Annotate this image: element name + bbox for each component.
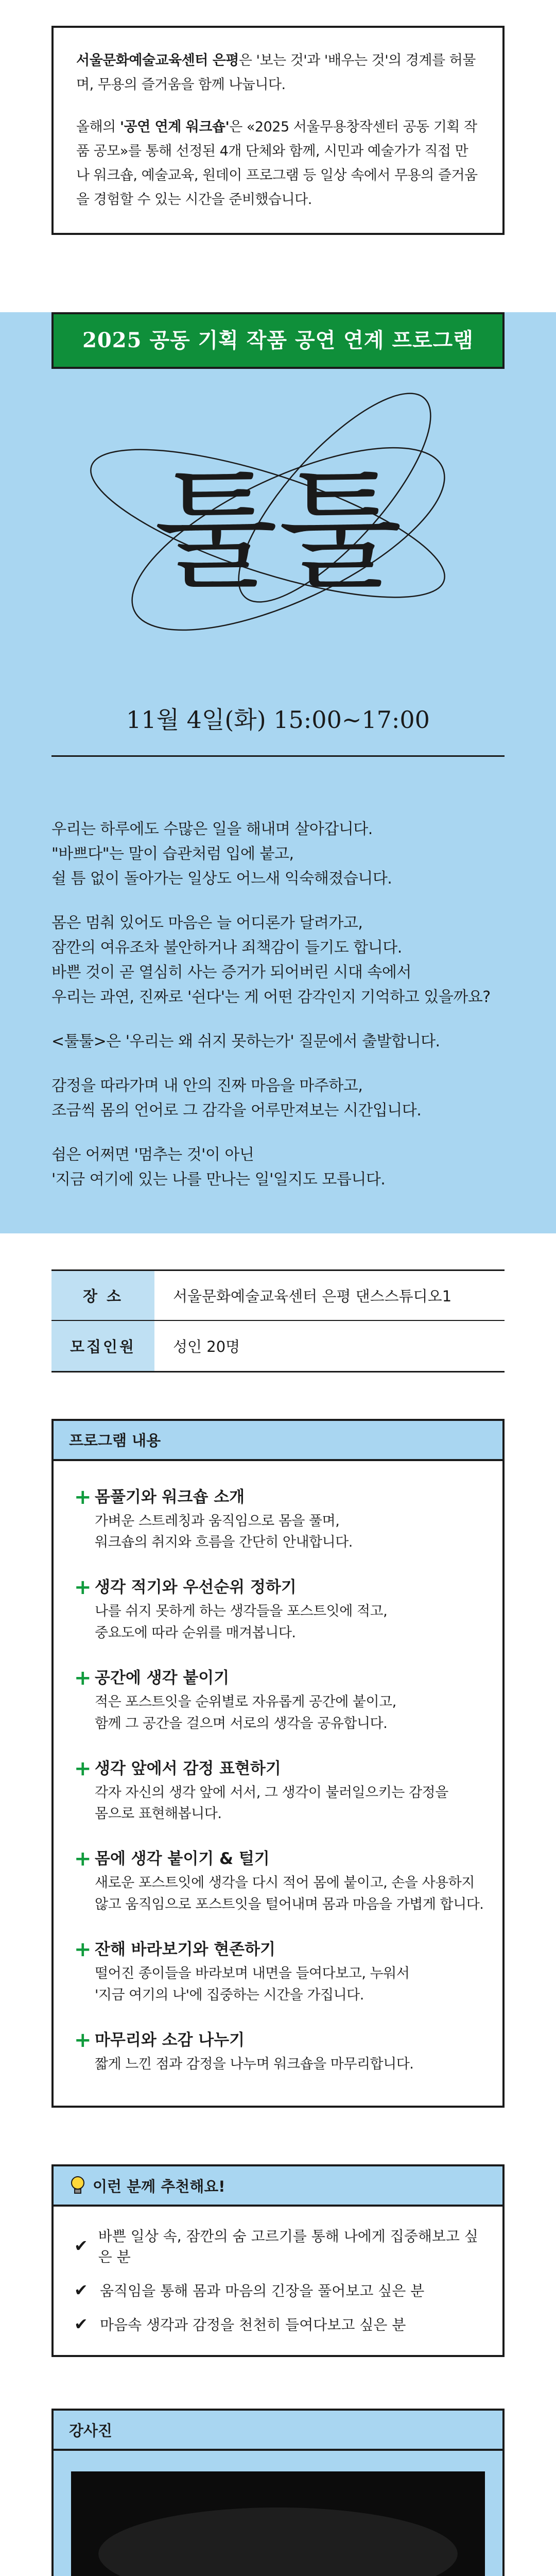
check-icon: ✔ [74, 2314, 88, 2334]
recommend-title: 이런 분께 추천해요! [93, 2177, 225, 2195]
title-artwork [0, 369, 556, 678]
plus-icon: + [74, 1666, 92, 1690]
hero-section [0, 312, 556, 807]
info-label: 모집인원 [51, 1321, 154, 1371]
workshop-name: '공연 연계 워크숍' [119, 118, 230, 135]
info-row-venue [51, 1269, 505, 1321]
description-paragraph: <툴툴>은 '우리는 왜 쉬지 못하는가' 질문에서 출발합니다. [51, 1032, 440, 1050]
program-item-desc: 짧게 느낀 점과 감정을 나누며 워크숍을 마무리합니다. [95, 2056, 414, 2072]
list-item [74, 1577, 484, 1644]
info-label: 장 소 [51, 1271, 154, 1320]
info-table [0, 1269, 556, 1372]
hero-title: 툴툴 [153, 455, 403, 605]
program-item-title: 마무리와 소감 나누기 [95, 2030, 245, 2049]
plus-icon: + [74, 2028, 92, 2052]
program-item-desc: 떨어진 종이들을 바라보며 내면을 들여다보고, 누워서 '지금 여기의 나'에 집중하는 시간을 가집니다. [95, 1965, 410, 2003]
list-item [74, 2030, 484, 2075]
description-paragraph: 감정을 따라가며 내 안의 진짜 마음을 마주하고, 조금씩 몸의 언어로 그 감각을 어루만져보는 시간입니다. [51, 1076, 422, 1120]
list-item [74, 1939, 484, 2006]
program-item-title: 몸풀기와 워크숍 소개 [95, 1487, 245, 1506]
program-banner: 2025 공동 기획 작품 공연 연계 프로그램 [51, 312, 505, 369]
intro-paragraph-2 [76, 115, 480, 212]
program-item-desc: 나를 쉬지 못하게 하는 생각들을 포스트잇에 적고, 중요도에 따라 순위를 매겨봅니다. [95, 1603, 388, 1641]
recommend-text: 마음속 생각과 감정을 천천히 들여다보고 싶은 분 [100, 2316, 406, 2334]
plus-icon: + [74, 1575, 92, 1600]
list-item [74, 1758, 484, 1825]
performance-photo [71, 2471, 485, 2576]
program-item-title: 생각 적기와 우선순위 정하기 [95, 1578, 297, 1597]
recommend-text: 바쁜 일상 속, 잠깐의 숨 고르기를 통해 나에게 집중해보고 싶은 분 [98, 2228, 478, 2266]
program-list [54, 1461, 502, 2106]
program-item-desc: 가벼운 스트레칭과 움직임으로 몸을 풀며, 워크숍의 취지와 흐름을 간단히 안내합니다. [95, 1513, 353, 1551]
description-paragraph: 몸은 멈춰 있어도 마음은 늘 어디론가 달려가고, 잠깐의 여유조차 불안하거나 죄책감이 들기도 합니다. 바쁜 것이 곧 열심히 사는 증거가 되어버린 시대 속에서 우리는 과연, 진짜로 '쉰다'는 게 어떤 감각인지 기억하고 있을까요? [51, 913, 491, 1006]
program-section [51, 1419, 505, 2108]
info-value: 서울문화예술교육센터 은평 댄스스튜디오1 [173, 1287, 452, 1305]
intro-text-2-pre: 올해의 [76, 118, 120, 135]
divider [51, 755, 505, 757]
info-row-capacity [51, 1321, 505, 1372]
program-item-title: 잔해 바라보기와 현존하기 [95, 1940, 275, 1959]
program-title: 프로그램 내용 [54, 1421, 502, 1461]
list-item [74, 2280, 484, 2300]
program-item-title: 생각 앞에서 감정 표현하기 [95, 1759, 281, 1778]
event-date: 11월 4일(화) 15:00~17:00 [126, 705, 430, 734]
plus-icon: + [74, 1485, 92, 1509]
intro-text-2: 은 «2025 서울무용창작센터 공동 기획 작품 공모»를 통해 선정된 4개 단체와 함께, 시민과 예술가가 직접 만나 워크숍, 예술교육, 원데이 프로그램 등 일상 속에서 무용의 즐거움을 경험할 수 있는 시간을 준비했습니다. [76, 118, 478, 208]
check-icon: ✔ [74, 2280, 88, 2300]
program-item-desc: 적은 포스트잇을 순위별로 자유롭게 공간에 붙이고, 함께 그 공간을 걸으며 서로의 생각을 공유합니다. [95, 1693, 396, 1732]
intro-paragraph-1 [76, 48, 480, 97]
list-item [74, 1849, 484, 1916]
check-icon: ✔ [74, 2236, 88, 2256]
list-item [74, 2314, 484, 2334]
lightbulb-icon [69, 2175, 86, 2196]
description-section [0, 807, 556, 1233]
intro-text-1: 은 '보는 것'과 '배우는 것'의 경계를 허물며, 무용의 즐거움을 함께 나눕니다. [76, 53, 476, 93]
recommend-text: 움직임을 통해 몸과 마음의 긴장을 풀어보고 싶은 분 [100, 2282, 425, 2300]
instructors-section [51, 2409, 505, 2576]
list-item [74, 2225, 484, 2266]
list-item [74, 1668, 484, 1735]
center-name: 서울문화예술교육센터 은평 [76, 53, 239, 69]
intro-box [51, 26, 505, 235]
description-paragraph: 쉼은 어쩌면 '멈추는 것'이 아닌 '지금 여기에 있는 나를 만나는 일'일지도 모릅니다. [51, 1145, 386, 1189]
plus-icon: + [74, 1937, 92, 1961]
recommend-list [54, 2207, 502, 2355]
photo-wrap [54, 2451, 502, 2576]
program-item-title: 공간에 생각 붙이기 [95, 1668, 230, 1687]
plus-icon: + [74, 1756, 92, 1781]
program-item-title: 몸에 생각 붙이기 & 털기 [95, 1850, 270, 1869]
program-item-desc: 새로운 포스트잇에 생각을 다시 적어 몸에 붙이고, 손을 사용하지 않고 움직임으로 포스트잇을 털어내며 몸과 마음을 가볍게 합니다. [95, 1875, 484, 1913]
instructors-title: 강사진 [54, 2411, 502, 2451]
description-paragraph: 우리는 하루에도 수많은 일을 해내며 살아갑니다. "바쁘다"는 말이 습관처럼 입에 붙고, 쉴 틈 없이 돌아가는 일상도 어느새 익숙해졌습니다. [51, 820, 392, 888]
info-value: 성인 20명 [173, 1337, 240, 1355]
list-item [74, 1487, 484, 1554]
recommend-section [51, 2164, 505, 2357]
plus-icon: + [74, 1847, 92, 1871]
program-item-desc: 각자 자신의 생각 앞에 서서, 그 생각이 불러일으키는 감정을 몸으로 표현해봅니다. [95, 1784, 448, 1822]
intro-section [0, 0, 556, 235]
recommend-header [54, 2166, 502, 2207]
